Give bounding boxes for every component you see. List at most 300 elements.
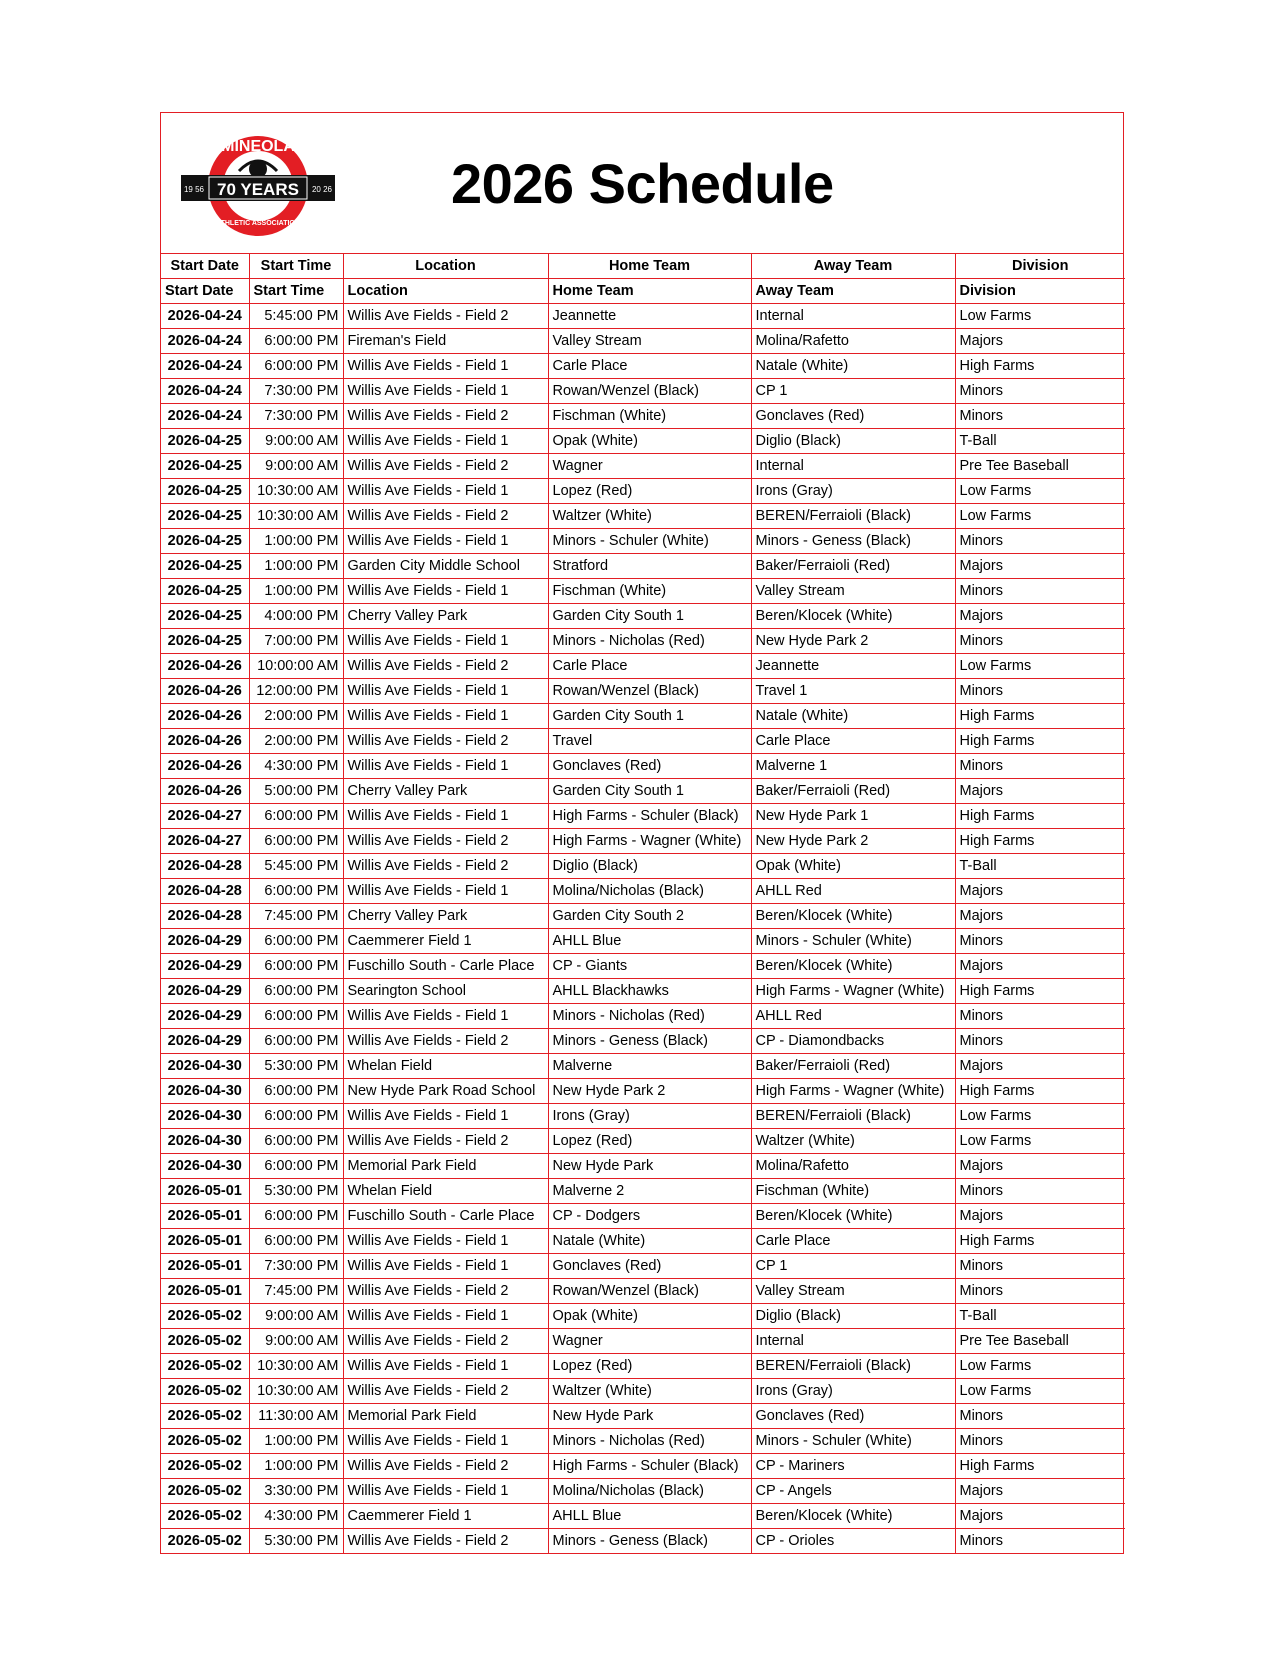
away-team-cell: BEREN/Ferraioli (Black) (751, 1104, 955, 1129)
location-cell: Memorial Park Field (343, 1404, 548, 1429)
start-date-cell: 2026-04-28 (161, 904, 249, 929)
location-cell: Caemmerer Field 1 (343, 1504, 548, 1529)
start-date-cell: 2026-04-26 (161, 729, 249, 754)
start-date-cell: 2026-05-02 (161, 1454, 249, 1479)
start-date-cell: 2026-04-30 (161, 1079, 249, 1104)
column-subheader-division: Division (955, 279, 1125, 304)
location-cell: Caemmerer Field 1 (343, 929, 548, 954)
division-cell: High Farms (955, 829, 1125, 854)
away-team-cell: Fischman (White) (751, 1179, 955, 1204)
location-cell: Willis Ave Fields - Field 2 (343, 729, 548, 754)
table-row (161, 829, 1125, 854)
start-time-cell: 6:00:00 PM (249, 829, 343, 854)
home-team-cell: Stratford (548, 554, 751, 579)
start-time-cell: 7:30:00 PM (249, 404, 343, 429)
home-team-cell: CP - Giants (548, 954, 751, 979)
away-team-cell: Gonclaves (Red) (751, 404, 955, 429)
home-team-cell: New Hyde Park 2 (548, 1079, 751, 1104)
location-cell: Willis Ave Fields - Field 1 (343, 1304, 548, 1329)
location-cell: Whelan Field (343, 1179, 548, 1204)
location-cell: Garden City Middle School (343, 554, 548, 579)
column-header-home-team: Home Team (548, 254, 751, 279)
column-subheader-away-team: Away Team (751, 279, 955, 304)
home-team-cell: Diglio (Black) (548, 854, 751, 879)
away-team-cell: Opak (White) (751, 854, 955, 879)
home-team-cell: Natale (White) (548, 1229, 751, 1254)
start-date-cell: 2026-05-02 (161, 1304, 249, 1329)
home-team-cell: Wagner (548, 454, 751, 479)
start-time-cell: 6:00:00 PM (249, 1079, 343, 1104)
home-team-cell: Minors - Nicholas (Red) (548, 629, 751, 654)
division-cell: Minors (955, 379, 1125, 404)
start-time-cell: 4:30:00 PM (249, 1504, 343, 1529)
start-date-cell: 2026-04-28 (161, 854, 249, 879)
start-time-cell: 7:45:00 PM (249, 1279, 343, 1304)
division-cell: Pre Tee Baseball (955, 1329, 1125, 1354)
location-cell: Willis Ave Fields - Field 1 (343, 879, 548, 904)
svg-text:ATHLETIC ASSOCIATION: ATHLETIC ASSOCIATION (216, 220, 300, 227)
division-cell: High Farms (955, 704, 1125, 729)
table-row (161, 1104, 1125, 1129)
start-time-cell: 9:00:00 AM (249, 1304, 343, 1329)
location-cell: Willis Ave Fields - Field 2 (343, 1379, 548, 1404)
division-cell: Low Farms (955, 654, 1125, 679)
table-row (161, 879, 1125, 904)
home-team-cell: Gonclaves (Red) (548, 754, 751, 779)
location-cell: Willis Ave Fields - Field 1 (343, 1354, 548, 1379)
home-team-cell: Garden City South 2 (548, 904, 751, 929)
table-row (161, 1204, 1125, 1229)
away-team-cell: CP - Mariners (751, 1454, 955, 1479)
home-team-cell: New Hyde Park (548, 1154, 751, 1179)
away-team-cell: CP - Orioles (751, 1529, 955, 1554)
division-cell: Majors (955, 329, 1125, 354)
location-cell: Willis Ave Fields - Field 2 (343, 304, 548, 329)
home-team-cell: Lopez (Red) (548, 1354, 751, 1379)
location-cell: Willis Ave Fields - Field 2 (343, 1529, 548, 1554)
location-cell: Willis Ave Fields - Field 1 (343, 679, 548, 704)
home-team-cell: High Farms - Wagner (White) (548, 829, 751, 854)
location-cell: Cherry Valley Park (343, 779, 548, 804)
start-time-cell: 6:00:00 PM (249, 1154, 343, 1179)
home-team-cell: Rowan/Wenzel (Black) (548, 379, 751, 404)
start-date-cell: 2026-05-02 (161, 1429, 249, 1454)
start-date-cell: 2026-04-29 (161, 1004, 249, 1029)
table-row (161, 429, 1125, 454)
start-date-cell: 2026-04-26 (161, 654, 249, 679)
start-date-cell: 2026-05-01 (161, 1254, 249, 1279)
division-cell: Majors (955, 1154, 1125, 1179)
page-title: 2026 Schedule (451, 152, 834, 215)
division-cell: Majors (955, 954, 1125, 979)
table-row (161, 1479, 1125, 1504)
table-row (161, 379, 1125, 404)
home-team-cell: Valley Stream (548, 329, 751, 354)
division-cell: Low Farms (955, 1104, 1125, 1129)
table-row (161, 454, 1125, 479)
start-time-cell: 6:00:00 PM (249, 1204, 343, 1229)
table-row (161, 354, 1125, 379)
start-date-cell: 2026-04-25 (161, 604, 249, 629)
away-team-cell: Carle Place (751, 1229, 955, 1254)
division-cell: Minors (955, 929, 1125, 954)
away-team-cell: BEREN/Ferraioli (Black) (751, 504, 955, 529)
away-team-cell: Travel 1 (751, 679, 955, 704)
away-team-cell: Irons (Gray) (751, 479, 955, 504)
table-row (161, 504, 1125, 529)
svg-text:MINEOLA: MINEOLA (221, 138, 295, 155)
table-row (161, 404, 1125, 429)
division-cell: High Farms (955, 1454, 1125, 1479)
start-date-cell: 2026-05-01 (161, 1204, 249, 1229)
table-row (161, 1179, 1125, 1204)
start-time-cell: 6:00:00 PM (249, 1029, 343, 1054)
table-row (161, 679, 1125, 704)
away-team-cell: Natale (White) (751, 704, 955, 729)
location-cell: New Hyde Park Road School (343, 1079, 548, 1104)
home-team-cell: Garden City South 1 (548, 779, 751, 804)
division-cell: Minors (955, 404, 1125, 429)
location-cell: Willis Ave Fields - Field 1 (343, 529, 548, 554)
division-cell: T-Ball (955, 429, 1125, 454)
division-cell: Low Farms (955, 304, 1125, 329)
start-date-cell: 2026-04-30 (161, 1054, 249, 1079)
away-team-cell: Molina/Rafetto (751, 1154, 955, 1179)
start-date-cell: 2026-04-29 (161, 954, 249, 979)
away-team-cell: Waltzer (White) (751, 1129, 955, 1154)
table-row (161, 954, 1125, 979)
schedule-rows (161, 304, 1125, 1554)
start-time-cell: 5:00:00 PM (249, 779, 343, 804)
division-cell: Low Farms (955, 1129, 1125, 1154)
table-row (161, 1054, 1125, 1079)
division-cell: Majors (955, 904, 1125, 929)
away-team-cell: CP - Diamondbacks (751, 1029, 955, 1054)
division-cell: Minors (955, 1279, 1125, 1304)
start-date-cell: 2026-04-24 (161, 379, 249, 404)
table-row (161, 1229, 1125, 1254)
start-time-cell: 5:30:00 PM (249, 1179, 343, 1204)
table-row (161, 1454, 1125, 1479)
home-team-cell: Garden City South 1 (548, 604, 751, 629)
division-cell: Minors (955, 754, 1125, 779)
start-time-cell: 7:30:00 PM (249, 1254, 343, 1279)
start-date-cell: 2026-04-25 (161, 479, 249, 504)
division-cell: High Farms (955, 1229, 1125, 1254)
table-row (161, 754, 1125, 779)
start-time-cell: 1:00:00 PM (249, 1454, 343, 1479)
home-team-cell: High Farms - Schuler (Black) (548, 804, 751, 829)
home-team-cell: Minors - Schuler (White) (548, 529, 751, 554)
start-date-cell: 2026-04-24 (161, 354, 249, 379)
start-time-cell: 6:00:00 PM (249, 1004, 343, 1029)
away-team-cell: Malverne 1 (751, 754, 955, 779)
start-date-cell: 2026-04-26 (161, 779, 249, 804)
location-cell: Willis Ave Fields - Field 2 (343, 1279, 548, 1304)
away-team-cell: Valley Stream (751, 579, 955, 604)
away-team-cell: Beren/Klocek (White) (751, 1204, 955, 1229)
away-team-cell: Beren/Klocek (White) (751, 904, 955, 929)
away-team-cell: New Hyde Park 2 (751, 629, 955, 654)
location-cell: Willis Ave Fields - Field 2 (343, 404, 548, 429)
location-cell: Willis Ave Fields - Field 2 (343, 1129, 548, 1154)
division-cell: High Farms (955, 979, 1125, 1004)
start-date-cell: 2026-04-29 (161, 1029, 249, 1054)
home-team-cell: Travel (548, 729, 751, 754)
start-time-cell: 4:00:00 PM (249, 604, 343, 629)
division-cell: High Farms (955, 354, 1125, 379)
start-date-cell: 2026-04-25 (161, 429, 249, 454)
home-team-cell: Lopez (Red) (548, 1129, 751, 1154)
away-team-cell: Beren/Klocek (White) (751, 604, 955, 629)
division-cell: High Farms (955, 1079, 1125, 1104)
start-time-cell: 4:30:00 PM (249, 754, 343, 779)
location-cell: Willis Ave Fields - Field 1 (343, 1229, 548, 1254)
location-cell: Willis Ave Fields - Field 1 (343, 429, 548, 454)
home-team-cell: AHLL Blue (548, 929, 751, 954)
away-team-cell: Baker/Ferraioli (Red) (751, 779, 955, 804)
start-time-cell: 6:00:00 PM (249, 1104, 343, 1129)
away-team-cell: New Hyde Park 2 (751, 829, 955, 854)
start-date-cell: 2026-04-26 (161, 704, 249, 729)
svg-text:70 YEARS: 70 YEARS (217, 180, 299, 199)
division-cell: Majors (955, 1504, 1125, 1529)
table-row (161, 804, 1125, 829)
table-row (161, 779, 1125, 804)
schedule-header (161, 113, 1123, 254)
table-row (161, 979, 1125, 1004)
home-team-cell: Molina/Nicholas (Black) (548, 1479, 751, 1504)
home-team-cell: New Hyde Park (548, 1404, 751, 1429)
column-subheader-start-date: Start Date (161, 279, 249, 304)
away-team-cell: High Farms - Wagner (White) (751, 1079, 955, 1104)
away-team-cell: Gonclaves (Red) (751, 1404, 955, 1429)
division-cell: Pre Tee Baseball (955, 454, 1125, 479)
home-team-cell: Minors - Geness (Black) (548, 1029, 751, 1054)
away-team-cell: Beren/Klocek (White) (751, 954, 955, 979)
column-header-row (161, 254, 1125, 279)
away-team-cell: CP 1 (751, 1254, 955, 1279)
division-cell: Majors (955, 1204, 1125, 1229)
start-time-cell: 10:30:00 AM (249, 1379, 343, 1404)
home-team-cell: Wagner (548, 1329, 751, 1354)
home-team-cell: Jeannette (548, 304, 751, 329)
location-cell: Willis Ave Fields - Field 2 (343, 1329, 548, 1354)
away-team-cell: BEREN/Ferraioli (Black) (751, 1354, 955, 1379)
start-time-cell: 1:00:00 PM (249, 554, 343, 579)
start-date-cell: 2026-05-01 (161, 1179, 249, 1204)
division-cell: T-Ball (955, 1304, 1125, 1329)
location-cell: Willis Ave Fields - Field 2 (343, 1454, 548, 1479)
table-row (161, 1354, 1125, 1379)
away-team-cell: Baker/Ferraioli (Red) (751, 1054, 955, 1079)
home-team-cell: Rowan/Wenzel (Black) (548, 679, 751, 704)
table-row (161, 654, 1125, 679)
start-time-cell: 5:30:00 PM (249, 1529, 343, 1554)
start-time-cell: 7:00:00 PM (249, 629, 343, 654)
start-date-cell: 2026-04-24 (161, 329, 249, 354)
start-date-cell: 2026-04-25 (161, 579, 249, 604)
home-team-cell: Molina/Nicholas (Black) (548, 879, 751, 904)
away-team-cell: AHLL Red (751, 1004, 955, 1029)
column-subheader-start-time: Start Time (249, 279, 343, 304)
table-row (161, 1254, 1125, 1279)
division-cell: Majors (955, 1054, 1125, 1079)
division-cell: Minors (955, 1429, 1125, 1454)
start-time-cell: 6:00:00 PM (249, 804, 343, 829)
away-team-cell: Natale (White) (751, 354, 955, 379)
start-time-cell: 6:00:00 PM (249, 1129, 343, 1154)
column-header-division: Division (955, 254, 1125, 279)
start-time-cell: 6:00:00 PM (249, 879, 343, 904)
division-cell: Minors (955, 579, 1125, 604)
home-team-cell: Garden City South 1 (548, 704, 751, 729)
away-team-cell: Diglio (Black) (751, 429, 955, 454)
division-cell: High Farms (955, 804, 1125, 829)
location-cell: Willis Ave Fields - Field 1 (343, 804, 548, 829)
location-cell: Willis Ave Fields - Field 2 (343, 654, 548, 679)
away-team-cell: Internal (751, 454, 955, 479)
division-cell: High Farms (955, 729, 1125, 754)
table-row (161, 329, 1125, 354)
start-date-cell: 2026-04-27 (161, 804, 249, 829)
start-date-cell: 2026-04-25 (161, 629, 249, 654)
start-date-cell: 2026-04-24 (161, 304, 249, 329)
start-time-cell: 10:30:00 AM (249, 479, 343, 504)
division-cell: Majors (955, 604, 1125, 629)
location-cell: Willis Ave Fields - Field 1 (343, 704, 548, 729)
column-header-start-date: Start Date (161, 254, 249, 279)
location-cell: Willis Ave Fields - Field 2 (343, 829, 548, 854)
away-team-cell: Minors - Geness (Black) (751, 529, 955, 554)
table-row (161, 904, 1125, 929)
table-row (161, 1379, 1125, 1404)
table-row (161, 929, 1125, 954)
location-cell: Memorial Park Field (343, 1154, 548, 1179)
svg-text:19 56: 19 56 (183, 185, 205, 194)
start-time-cell: 1:00:00 PM (249, 1429, 343, 1454)
location-cell: Whelan Field (343, 1054, 548, 1079)
start-time-cell: 3:30:00 PM (249, 1479, 343, 1504)
start-date-cell: 2026-04-27 (161, 829, 249, 854)
location-cell: Willis Ave Fields - Field 1 (343, 1254, 548, 1279)
location-cell: Willis Ave Fields - Field 2 (343, 454, 548, 479)
table-row (161, 1329, 1125, 1354)
home-team-cell: Carle Place (548, 654, 751, 679)
away-team-cell: Jeannette (751, 654, 955, 679)
table-row (161, 554, 1125, 579)
start-date-cell: 2026-05-02 (161, 1404, 249, 1429)
away-team-cell: Baker/Ferraioli (Red) (751, 554, 955, 579)
location-cell: Willis Ave Fields - Field 1 (343, 754, 548, 779)
away-team-cell: Carle Place (751, 729, 955, 754)
table-row (161, 604, 1125, 629)
home-team-cell: Fischman (White) (548, 404, 751, 429)
start-date-cell: 2026-04-26 (161, 754, 249, 779)
division-cell: Low Farms (955, 1379, 1125, 1404)
column-header-away-team: Away Team (751, 254, 955, 279)
location-cell: Willis Ave Fields - Field 2 (343, 1029, 548, 1054)
start-time-cell: 10:30:00 AM (249, 1354, 343, 1379)
home-team-cell: Minors - Nicholas (Red) (548, 1429, 751, 1454)
location-cell: Fuschillo South - Carle Place (343, 954, 548, 979)
home-team-cell: AHLL Blackhawks (548, 979, 751, 1004)
away-team-cell: Minors - Schuler (White) (751, 1429, 955, 1454)
away-team-cell: Diglio (Black) (751, 1304, 955, 1329)
table-row (161, 579, 1125, 604)
home-team-cell: AHLL Blue (548, 1504, 751, 1529)
home-team-cell: Opak (White) (548, 1304, 751, 1329)
start-time-cell: 11:30:00 AM (249, 1404, 343, 1429)
table-row (161, 1504, 1125, 1529)
column-subheader-home-team: Home Team (548, 279, 751, 304)
start-time-cell: 7:45:00 PM (249, 904, 343, 929)
start-date-cell: 2026-04-28 (161, 879, 249, 904)
table-row (161, 1079, 1125, 1104)
start-date-cell: 2026-05-01 (161, 1229, 249, 1254)
start-date-cell: 2026-04-26 (161, 679, 249, 704)
start-time-cell: 6:00:00 PM (249, 354, 343, 379)
start-date-cell: 2026-04-30 (161, 1129, 249, 1154)
division-cell: Majors (955, 779, 1125, 804)
start-date-cell: 2026-05-02 (161, 1479, 249, 1504)
start-time-cell: 5:45:00 PM (249, 854, 343, 879)
table-row (161, 1304, 1125, 1329)
location-cell: Willis Ave Fields - Field 2 (343, 504, 548, 529)
table-row (161, 704, 1125, 729)
location-cell: Willis Ave Fields - Field 1 (343, 1479, 548, 1504)
home-team-cell: Lopez (Red) (548, 479, 751, 504)
division-cell: Majors (955, 554, 1125, 579)
home-team-cell: Malverne (548, 1054, 751, 1079)
column-subheader-location: Location (343, 279, 548, 304)
start-time-cell: 6:00:00 PM (249, 1229, 343, 1254)
column-subheader-row (161, 279, 1125, 304)
division-cell: Low Farms (955, 504, 1125, 529)
location-cell: Willis Ave Fields - Field 1 (343, 579, 548, 604)
start-date-cell: 2026-04-25 (161, 554, 249, 579)
home-team-cell: Malverne 2 (548, 1179, 751, 1204)
table-row (161, 1404, 1125, 1429)
home-team-cell: Gonclaves (Red) (548, 1254, 751, 1279)
location-cell: Willis Ave Fields - Field 1 (343, 479, 548, 504)
start-date-cell: 2026-04-25 (161, 454, 249, 479)
division-cell: Minors (955, 1004, 1125, 1029)
start-date-cell: 2026-05-02 (161, 1529, 249, 1554)
home-team-cell: Carle Place (548, 354, 751, 379)
start-time-cell: 9:00:00 AM (249, 429, 343, 454)
start-date-cell: 2026-05-01 (161, 1279, 249, 1304)
away-team-cell: Internal (751, 1329, 955, 1354)
division-cell: Minors (955, 1179, 1125, 1204)
start-date-cell: 2026-04-30 (161, 1154, 249, 1179)
division-cell: Minors (955, 1254, 1125, 1279)
location-cell: Willis Ave Fields - Field 1 (343, 1429, 548, 1454)
start-time-cell: 2:00:00 PM (249, 704, 343, 729)
location-cell: Willis Ave Fields - Field 1 (343, 354, 548, 379)
home-team-cell: CP - Dodgers (548, 1204, 751, 1229)
away-team-cell: CP 1 (751, 379, 955, 404)
home-team-cell: High Farms - Schuler (Black) (548, 1454, 751, 1479)
schedule-table (161, 254, 1125, 1553)
away-team-cell: Internal (751, 304, 955, 329)
division-cell: Minors (955, 1404, 1125, 1429)
location-cell: Fireman's Field (343, 329, 548, 354)
start-time-cell: 1:00:00 PM (249, 529, 343, 554)
table-row (161, 304, 1125, 329)
away-team-cell: CP - Angels (751, 1479, 955, 1504)
location-cell: Willis Ave Fields - Field 2 (343, 854, 548, 879)
